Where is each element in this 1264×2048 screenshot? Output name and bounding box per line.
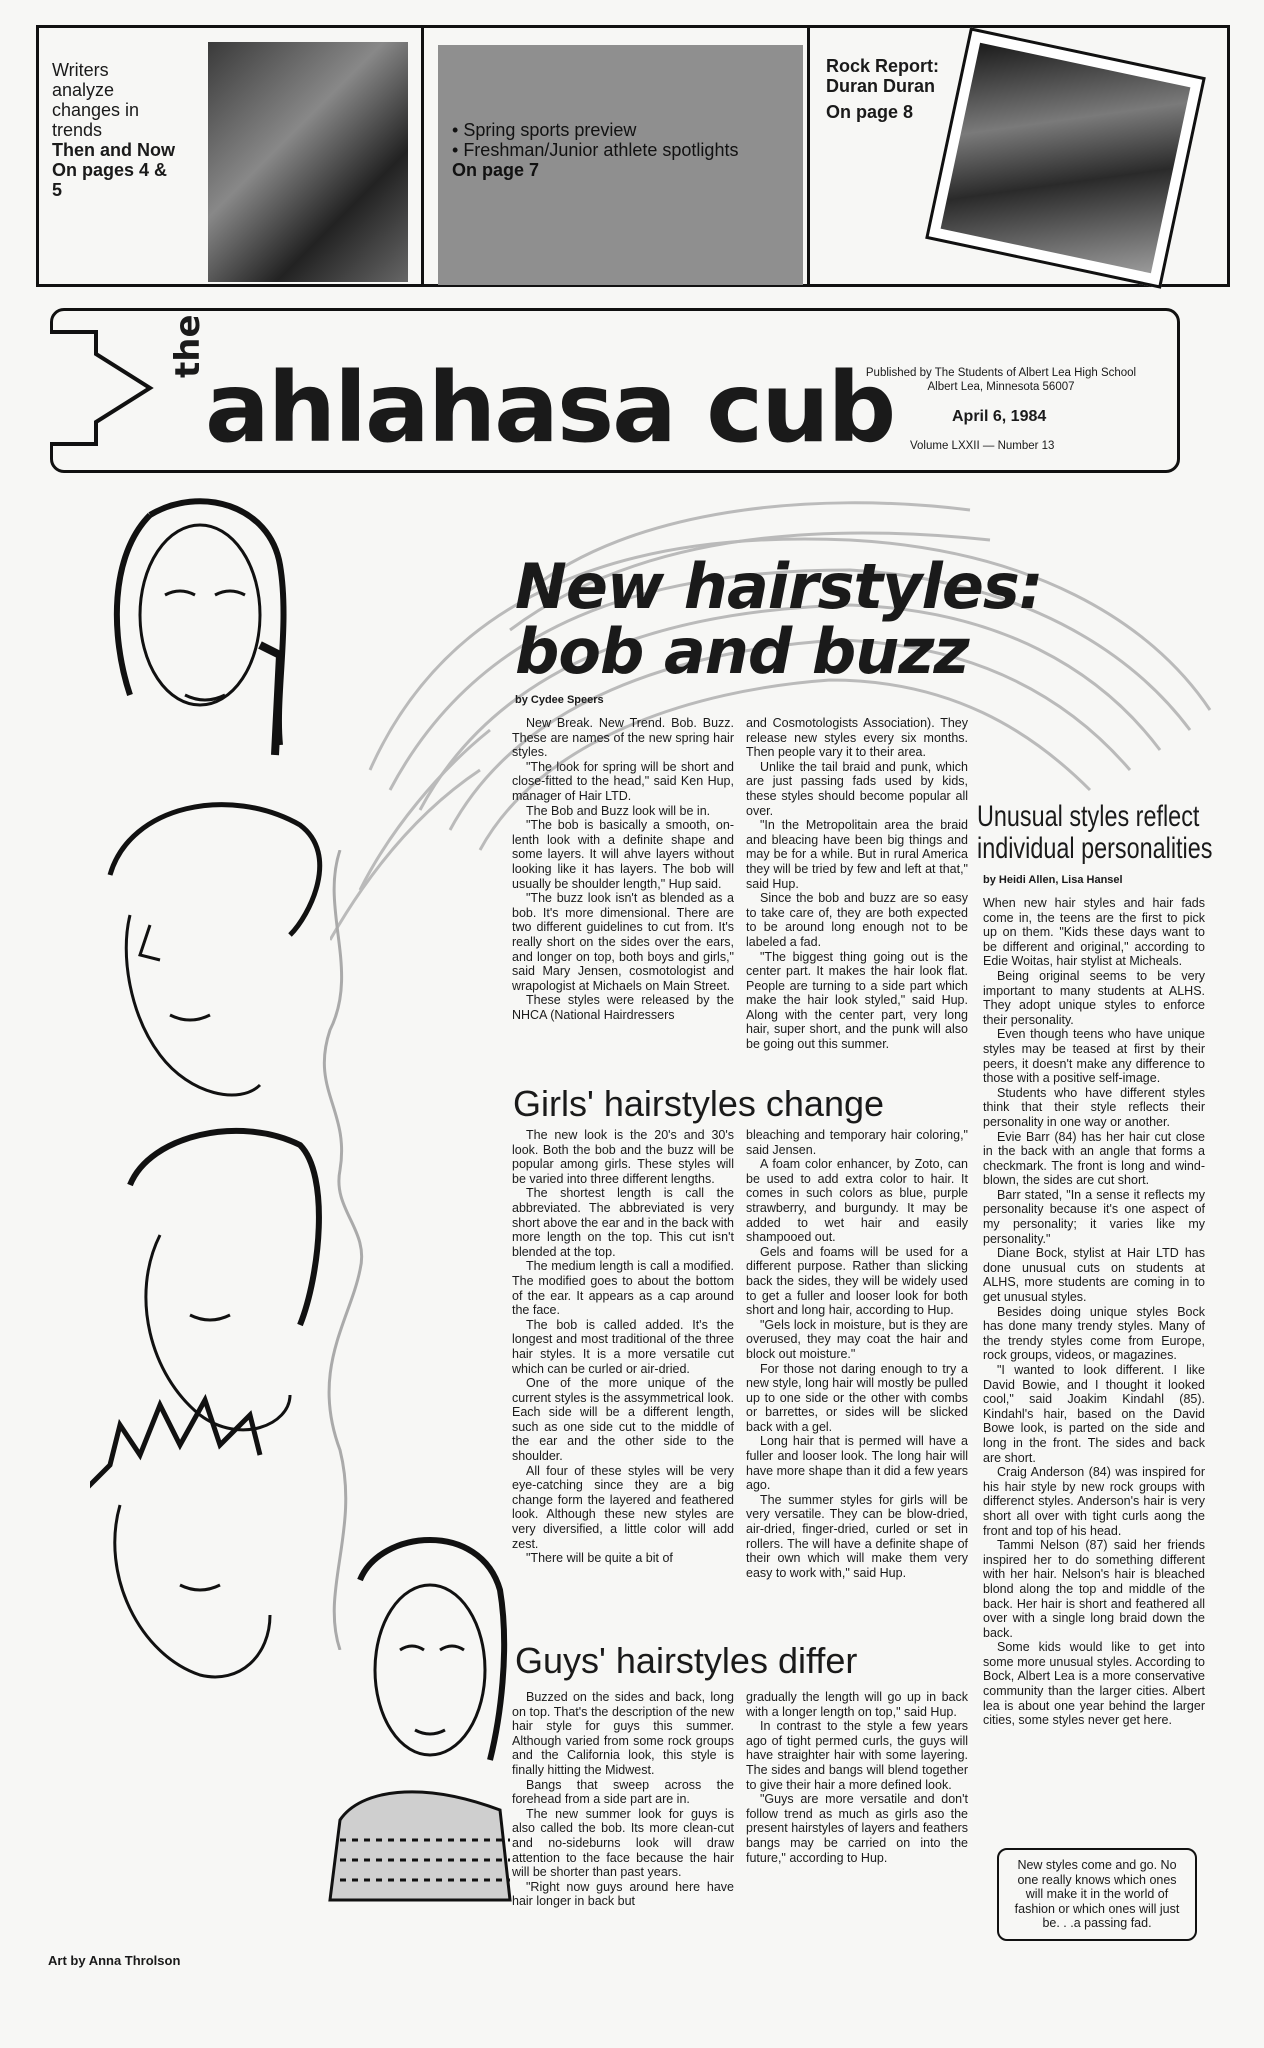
hairstyle-illustrations: [90, 495, 330, 1955]
paragraph: The new summer look for guys is also called the bob. Its more clean-cut and no-sideburns look will draw attention to the face because the hair will be shorter than past years.: [512, 1806, 734, 1880]
side-byline: by Heidi Allen, Lisa Hansel: [983, 874, 1123, 886]
passing-fad-note: New styles come and go. No one really knows which ones will make it in the world of fashion or which ones will just be. . .a passing fad.: [997, 1848, 1197, 1941]
paragraph: When new hair styles and hair fads come in, the teens are the first to pick up on them. "Kids these days want to be different and original," according to Edie Woitas, hair stylist at Micheals.: [983, 896, 1205, 969]
promo-sports-page: On page 7: [452, 160, 540, 180]
paragraph: Being original seems to be very important to many students at ALHS. They adopt unique styles to enforce their personality.: [983, 968, 1205, 1027]
paragraph: Evie Barr (84) has her hair cut close in the back with an angle that forms a checkmark. The front is long and wind-blown, the sides are cut short.: [983, 1129, 1205, 1188]
paragraph: Gels and foams will be used for a different purpose. Rather than slicking back the sides, they will be widely used to get a fuller and looser look for both short and long hair, according to Hup.: [746, 1244, 968, 1318]
paragraph: One of the more unique of the current styles is the assymmetrical look. Each side will be a different length, such as one side cut to the middle of the ear and the other side to the shoulder.: [512, 1376, 734, 1464]
promo-divider: [807, 28, 810, 284]
paragraph: and Cosmotologists Association). They release new styles every six months. Then people vary it to their area.: [746, 716, 968, 760]
paragraph: Besides doing unique styles Bock has done many trendy styles. Many of the trendy styles come from Europe, rock groups, videos, or magazines.: [983, 1304, 1205, 1363]
paragraph: "There will be quite a bit of: [526, 1551, 673, 1566]
paragraph: Some kids would like to get into some more unusual styles. According to Bock, Albert Lea is a more conservative community than the larger cities. Albert lea is about one year behind the larger cities, some styles never get here.: [983, 1640, 1205, 1728]
side-article-body: [983, 896, 1205, 1728]
promo-sports-item: Spring sports preview: [463, 120, 637, 140]
paragraph: Barr stated, "In a sense it reflects my personality because it's one aspect of my personality; it varies like my personality.": [983, 1187, 1205, 1246]
paragraph: The Bob and Buzz look will be in.: [526, 803, 711, 818]
bullet-icon: •: [452, 120, 464, 140]
promo-trends-pages: On pages 4 & 5: [52, 160, 168, 200]
girls-headline: Girls' hairstyles change: [513, 1083, 885, 1124]
paragraph: "I wanted to look different. I like David Bowie, and I thought it looked cool," said Joakim Kindahl (85). Kindahl's hair, based on the David Bowe look, is parted on the side and long in the front. The sides and back are short.: [983, 1363, 1205, 1465]
paragraph: Bangs that sweep across the forehead from a side part are in.: [512, 1777, 734, 1807]
paragraph: "Guys are more versatile and don't follow trend as much as girls aso the present hairstyles of layers and feathers bangs may be carried on into the future," according to Hup.: [746, 1792, 968, 1865]
promo-trends-line: analyze: [52, 80, 115, 100]
paragraph: "The buzz look isn't as blended as a bob. It's more dimensional. There are two different guidelines to cut from. It's really short on the sides over the ears, and longer on top, both boys and girls," said Mary Jensen, cosmotologist and wrapologist at Michaels on Main Street.: [512, 891, 734, 993]
paragraph: Diane Bock, stylist at Hair LTD has done unusual cuts on students at ALHS, more students are coming in to get unusual styles.: [983, 1246, 1205, 1305]
paragraph: The bob is called added. It's the longest and most traditional of the three hair styles. It is a more versatile cut which can be curled or air-dried.: [512, 1317, 734, 1376]
promo-rock-title2: Duran Duran: [826, 76, 936, 96]
publisher-address: Albert Lea, Minnesota 56007: [927, 381, 1075, 393]
promo-sports: [452, 120, 792, 180]
paragraph: The shortest length is call the abbreviated. The abbreviated is very short above the ear and in the back with more length on the top. This cut isn't blended at the top.: [512, 1186, 734, 1259]
main-byline: by Cydee Speers: [515, 694, 604, 706]
paragraph: "The biggest thing going out is the center part. It makes the hair look flat. People are turning to a side part which make the hair look styled," said Hup. Along with the center part, very long hair, super short, and the punk will also be going out this summer.: [746, 949, 968, 1052]
masthead-info: [836, 366, 1166, 394]
paragraph: "In the Metropolitain area the braid and bleacing have been big things and may be for a while. But in rural America they will be tried by few and left at that," said Hup.: [746, 818, 968, 891]
promo-rock-title1: Rock Report:: [826, 56, 940, 76]
girls-article-col1: [512, 1128, 734, 1566]
side-headline-line1: Unusual styles reflect: [977, 800, 1200, 833]
publisher-line: Published by The Students of Albert Lea High School: [865, 367, 1137, 379]
paragraph: Tammi Nelson (87) said her friends inspired her to do something different with her hair. Nelson's hair is bleached blond along the top and middle of the back. Her hair is short and feathered all over with a single long braid down the back.: [983, 1538, 1205, 1640]
paragraph: Since the bob and buzz are so easy to take care of, they are both expected to be around long enough not to be labeled a fad.: [746, 891, 968, 949]
paragraph: New Break. New Trend. Bob. Buzz. These are names of the new spring hair styles.: [512, 716, 734, 760]
paragraph: The summer styles for girls will be very versatile. They can be blow-dried, air-dried, finger-dried, curled or set in rollers. The will have a definite shape of their own which will make them very easy to work with," said Hup.: [746, 1492, 968, 1580]
promo-trends-bold: Then and Now: [52, 140, 175, 160]
art-credit: Art by Anna Throlson: [48, 1953, 181, 1968]
issue-volume: Volume LXXII — Number 13: [910, 440, 1055, 452]
paragraph: For those not daring enough to try a new style, long hair will mostly be pulled up to one side or the other with combs or barrettes, or sides will be slicked back with a gel.: [746, 1361, 968, 1434]
paragraph: bleaching and temporary hair coloring," said Jensen.: [746, 1128, 968, 1157]
paragraph: Even though teens who have unique styles may be teased at first by their peers, it doesn't make any difference to those with a positive self-image.: [983, 1027, 1205, 1086]
guys-headline: Guys' hairstyles differ: [515, 1640, 858, 1681]
promo-sports-item: Freshman/Junior athlete spotlights: [463, 140, 739, 160]
promo-rock[interactable]: [826, 56, 966, 122]
paragraph: Buzzed on the sides and back, long on top. That's the description of the new hair style for guys this summer. Although varied from some rock groups and the California look, this style is finally hitting the Midwest.: [512, 1690, 734, 1777]
paragraph: "The look for spring will be short and close-fitted to the head," said Ken Hup, manager of Hair LTD.: [512, 759, 734, 803]
paragraph: The medium length is call a modified. The modified goes to about the bottom of the ear. It appears as a cap around the face.: [512, 1259, 734, 1318]
girls-article-col2: [746, 1128, 968, 1580]
guys-article-col2: [746, 1690, 968, 1865]
paragraph: Long hair that is permed will have a fuller and looser look. The long hair will have more shape than it did a few years ago.: [746, 1434, 968, 1493]
paragraph: A foam color enhancer, by Zoto, can be used to add extra color to hair. It comes in such colors as blue, purple strawberry, and burgundy. It may be added to wet hair and easily shampooed out.: [746, 1157, 968, 1245]
main-headline-line1: New hairstyles:: [515, 550, 1043, 623]
masthead-title: ahlahasa cub: [205, 352, 895, 464]
promo-trends-line: trends: [52, 120, 103, 140]
promo-divider: [421, 28, 424, 284]
paragraph: The new look is the 20's and 30's look. Both the bob and the buzz will be popular among girls. These styles will be varied into three different lengths.: [512, 1128, 734, 1186]
paragraph: "The bob is basically a smooth, on-lenth look with a definite shape and some layers. It will ahve layers without looking like it has layers. The bob will usually be shoulder length," Hup said.: [512, 818, 734, 891]
issue-date: April 6, 1984: [952, 408, 1047, 425]
paragraph: Students who have different styles think that their style reflects their personality in one way or another.: [983, 1085, 1205, 1129]
students-hallway-photo: [208, 42, 408, 282]
promo-trends-line: changes in: [52, 100, 140, 120]
promo-trends[interactable]: [52, 60, 182, 200]
paragraph: All four of these styles will be very eye-catching since they are a big change form the layered and feathered look. Although these new styles are very diversified, a little color will add zest.: [512, 1463, 734, 1551]
guys-article-col1: [512, 1690, 734, 1909]
woman-collar-illustration: [320, 1520, 520, 1960]
paragraph: These styles were released by the NHCA (National Hairdressers: [512, 993, 734, 1022]
promo-trends-line: Writers: [52, 60, 109, 80]
paragraph: Craig Anderson (84) was inspired for his hair style by new rock groups with differenct styles. Anderson's hair is very short all over with tight curls aong the front and top of his head.: [983, 1465, 1205, 1538]
promo-rock-page: On page 8: [826, 102, 914, 122]
paragraph: "Right now guys around here have hair longer in back but: [512, 1879, 734, 1909]
paragraph: Unlike the tail braid and punk, which are just passing fads used by kids, these styles should become popular all over.: [746, 759, 968, 818]
masthead-the: the: [168, 314, 208, 378]
main-article-col2: [746, 716, 968, 1052]
main-article-col1: [512, 716, 734, 1022]
duran-duran-photo: [941, 43, 1191, 274]
arrow-right-icon: [36, 318, 166, 448]
paragraph: In contrast to the style a few years ago of tight permed curls, the guys will have straighter hair with some layering. The sides and bangs will blend together to give their hair a more defined look.: [746, 1719, 968, 1792]
side-headline-line2: individual personalities: [977, 832, 1213, 865]
paragraph: gradually the length will go up in back with a longer length on top," said Hup.: [746, 1690, 968, 1719]
paragraph: "Gels lock in moisture, but is they are overused, they may coat the hair and block out moisture.": [746, 1317, 968, 1361]
main-headline-line2: bob and buzz: [515, 615, 969, 688]
bullet-icon: •: [452, 140, 464, 160]
